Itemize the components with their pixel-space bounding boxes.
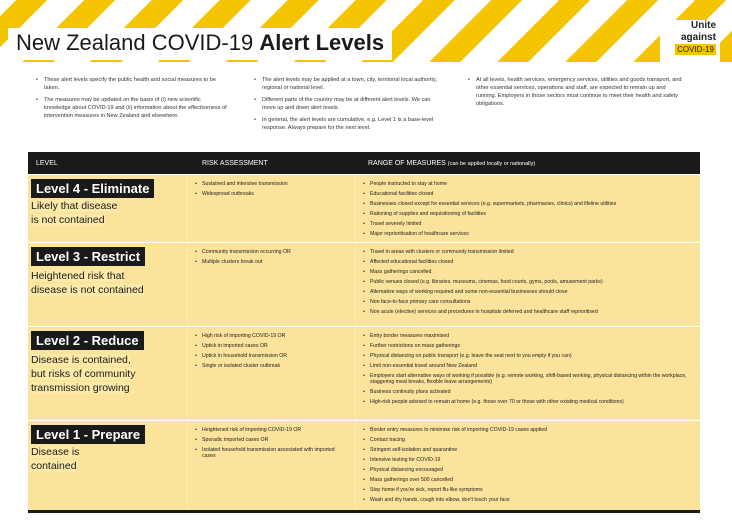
risk-item: • Widespread outbreaks	[202, 191, 348, 197]
level-name: Level 2 - Reduce	[31, 331, 144, 350]
intro-bullet: • Different parts of the country may be at different alert levels. We can move up and down alert levels.	[262, 96, 442, 112]
intro-bullet: • At all levels, health services, emergency services, utilities and goods transport, and other essential services, operations and staff, are expected to remain up and running. Employers in those sectors must continue to meet their health and safety obligations.	[476, 76, 686, 108]
measure-item: • Limit non-essential travel around New Zealand	[370, 363, 694, 369]
risk-item: • Uptick in imported cases OR	[202, 343, 348, 349]
measure-item: • Affected educational facilities closed	[370, 259, 694, 265]
measure-item: • Employers start alternative ways of working if possible (e.g. remote working, shift-based working, physical distancing within the workplace, staggering meal breaks, flexible leave arrangements)	[370, 373, 694, 386]
level-cell	[28, 421, 186, 511]
intro-bullet: • These alert levels specify the public health and social measures to be taken.	[44, 76, 228, 92]
risk-item: • Isolated household transmission associated with imported cases	[202, 447, 348, 460]
risk-item: • Heightened risk of importing COVID-19 OR	[202, 427, 348, 433]
measure-item: • Stringent self-isolation and quarantine	[370, 447, 694, 453]
measure-item: • Business continuity plans activated	[370, 389, 694, 395]
risk-item: • Single or isolated cluster outbreak	[202, 363, 348, 369]
risk-cell	[188, 243, 354, 325]
measures-cell	[356, 327, 700, 419]
measure-item: • Mass gatherings cancelled	[370, 269, 694, 275]
measure-item: • High-risk people advised to remain at home (e.g. those over 70 or those with other existing medical conditions)	[370, 399, 694, 405]
measure-item: • Travel severely limited	[370, 221, 694, 227]
risk-item: • Multiple clusters break out	[202, 259, 348, 265]
table-row-level-4	[28, 174, 700, 241]
measure-item: • Wash and dry hands, cough into elbow, don't touch your face	[370, 497, 694, 503]
measure-item: • Mass gatherings over 500 cancelled	[370, 477, 694, 483]
page-title: New Zealand COVID-19 Alert Levels	[8, 28, 392, 60]
level-description: Disease is contained	[31, 446, 80, 472]
level-cell	[28, 327, 186, 419]
measure-item: • Non acute (elective) services and procedures in hospitals deferred and healthcare staff reprioritised	[370, 309, 694, 315]
level-name: Level 4 - Eliminate	[31, 179, 154, 198]
risk-cell	[188, 421, 354, 511]
measures-cell	[356, 421, 700, 511]
measures-cell	[356, 243, 700, 325]
measure-item: • Intensive testing for COVID-19	[370, 457, 694, 463]
measure-item: • Travel in areas with clusters or community transmission limited	[370, 249, 694, 255]
measure-item: • Educational facilities closed	[370, 191, 694, 197]
risk-cell	[188, 327, 354, 419]
risk-item: • Uptick in household transmission OR	[202, 353, 348, 359]
level-cell	[28, 175, 186, 241]
measure-item: • Alternative ways of working required and some non-essential businesses should close	[370, 289, 694, 295]
table-row-level-3	[28, 242, 700, 325]
level-cell	[28, 243, 186, 325]
intro-bullet: • The measures may be updated on the basis of (i) new scientific knowledge about COVID-19 and (ii) information about the effectiveness of intervention measures in New Zealand and elsewhere.	[44, 96, 228, 120]
header-measures-note: (can be applied locally or nationally)	[447, 161, 536, 167]
measure-item: • Physical distancing encouraged	[370, 467, 694, 473]
level-description: Disease is contained, but risks of community transmission growing	[31, 354, 136, 394]
intro-column-1	[34, 76, 228, 124]
header-measures: RANGE OF MEASURES (can be applied locally or nationally)	[368, 160, 536, 167]
table-row-level-1	[28, 420, 700, 511]
risk-item: • Sustained and intensive transmission	[202, 181, 348, 187]
measure-item: • Rationing of supplies and requisitioning of facilities	[370, 211, 694, 217]
table-bottom-rule	[28, 510, 700, 513]
header-level: LEVEL	[36, 160, 58, 167]
risk-item: • Sporadic imported cases OR	[202, 437, 348, 443]
level-name: Level 3 - Restrict	[31, 247, 145, 266]
header-risk: RISK ASSESSMENT	[202, 160, 268, 167]
table-row-level-2	[28, 326, 700, 419]
unite-against-covid-logo: Unite against COVID-19	[660, 20, 720, 62]
measure-item: • Physical distancing on public transport (e.g. leave the seat next to you empty if you can)	[370, 353, 694, 359]
measure-item: • People instructed to stay at home	[370, 181, 694, 187]
measure-item: • Border entry measures to minimise risk of importing COVID-19 cases applied	[370, 427, 694, 433]
level-name: Level 1 - Prepare	[31, 425, 145, 444]
measure-item: • Entry border measures maximised	[370, 333, 694, 339]
measure-item: • Non face-to-face primary care consultations	[370, 299, 694, 305]
measure-item: • Public venues closed (e.g. libraries, museums, cinemas, food courts, gyms, pools, amusement parks)	[370, 279, 694, 285]
intro-column-2	[252, 76, 442, 136]
risk-item: • High risk of importing COVID-19 OR	[202, 333, 348, 339]
risk-item: • Community transmission occurring OR	[202, 249, 348, 255]
level-description: Likely that disease is not contained	[31, 200, 118, 226]
measure-item: • Major reprioritisation of healthcare services	[370, 231, 694, 237]
measure-item: • Contact tracing	[370, 437, 694, 443]
intro-column-3	[466, 76, 686, 112]
intro-bullet: • The alert levels may be applied at a town, city, territorial local authority, regional or national level.	[262, 76, 442, 92]
level-description: Heightened risk that disease is not contained	[31, 270, 144, 296]
measures-cell	[356, 175, 700, 241]
measure-item: • Further restrictions on mass gatherings	[370, 343, 694, 349]
table-header	[28, 152, 700, 174]
alert-levels-table	[28, 152, 700, 512]
measure-item: • Businesses closed except for essential services (e.g. supermarkets, pharmacies, clinics) and lifeline utilities	[370, 201, 694, 207]
intro-bullet: • In general, the alert levels are cumulative, e.g. Level 1 is a base-level response. Always prepare for the next level.	[262, 116, 442, 132]
risk-cell	[188, 175, 354, 241]
measure-item: • Stay home if you're sick, report flu-like symptoms	[370, 487, 694, 493]
